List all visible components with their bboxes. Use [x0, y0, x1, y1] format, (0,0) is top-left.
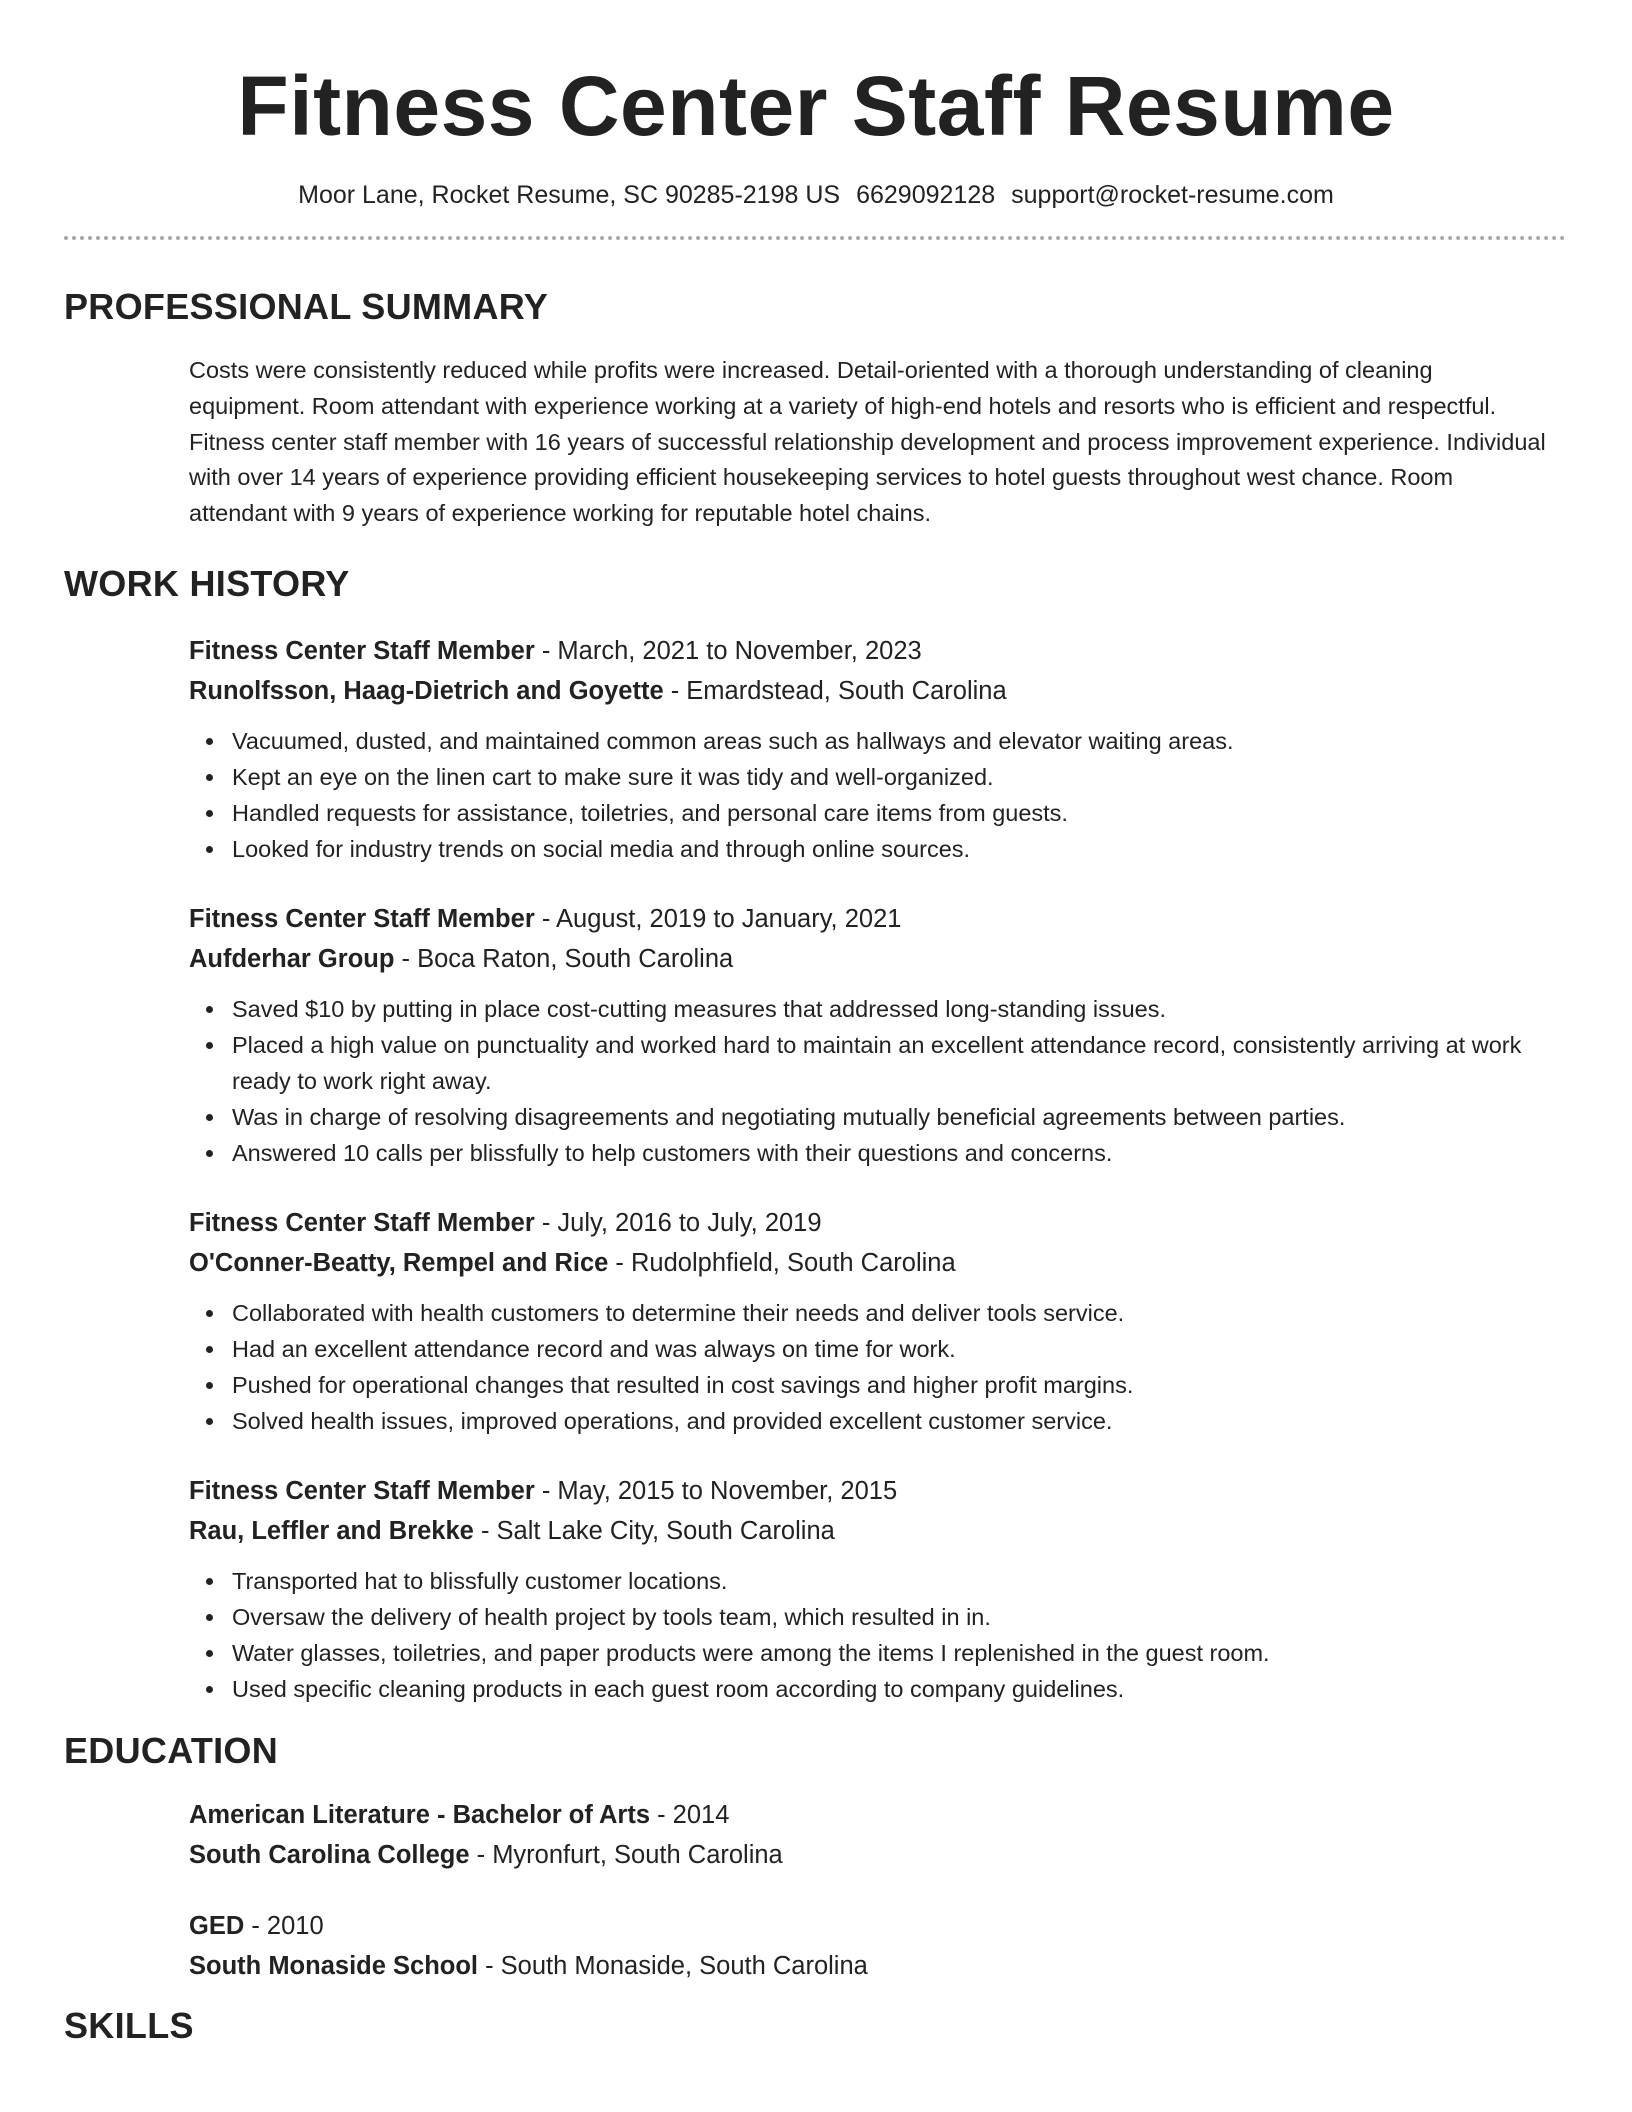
- education-school-line: [189, 1835, 1554, 1875]
- job-location: - Emardstead, South Carolina: [663, 676, 1007, 705]
- list-item: [189, 1635, 1554, 1671]
- education-entry: [189, 1795, 1554, 1875]
- bullet-text: Kept an eye on the linen cart to make sure it was tidy and well-organized.: [232, 763, 994, 790]
- list-item: [189, 1027, 1554, 1099]
- bullet-text: Transported hat to blissfully customer locations.: [232, 1567, 728, 1594]
- education-school: South Carolina College: [189, 1840, 470, 1869]
- job-location: - Salt Lake City, South Carolina: [473, 1516, 835, 1545]
- contact-phone: 6629092128: [856, 181, 996, 209]
- education-degree: American Literature - Bachelor of Arts: [189, 1800, 651, 1829]
- education-school: South Monaside School: [189, 1951, 479, 1980]
- bullet-text: Was in charge of resolving disagreements and negotiating mutually beneficial agreements between parties.: [232, 1103, 1346, 1130]
- education-school-line: [189, 1946, 1554, 1986]
- bullet-icon: [206, 1346, 213, 1353]
- education-degree: GED: [189, 1911, 245, 1940]
- list-item: [189, 1135, 1554, 1171]
- bullet-icon: [206, 1310, 213, 1317]
- job-location: - Rudolphfield, South Carolina: [608, 1248, 956, 1277]
- list-item: [189, 795, 1554, 831]
- list-item: [189, 1099, 1554, 1135]
- bullet-text: Placed a high value on punctuality and worked hard to maintain an excellent attendance record, consistently arriving at work ready to work right away.: [232, 1031, 1522, 1094]
- bullet-icon: [206, 774, 213, 781]
- job-entry: [189, 631, 1554, 867]
- job-title: Fitness Center Staff Member: [189, 1208, 535, 1237]
- job-title: Fitness Center Staff Member: [189, 636, 535, 665]
- job-title-line: [189, 1203, 1554, 1243]
- job-entry: [189, 899, 1554, 1171]
- bullet-text: Looked for industry trends on social media and through online sources.: [232, 835, 971, 862]
- job-company-line: [189, 1243, 1554, 1283]
- bullet-text: Solved health issues, improved operations, and provided excellent customer service.: [232, 1407, 1113, 1434]
- resume-name: Fitness Center Staff Resume: [237, 59, 1395, 153]
- header-divider: [64, 236, 1566, 240]
- bullet-text: Oversaw the delivery of health project by tools team, which resulted in in.: [232, 1603, 991, 1630]
- job-title-line: [189, 899, 1554, 939]
- education-degree-line: [189, 1906, 1554, 1946]
- bullet-icon: [206, 1382, 213, 1389]
- job-title-line: [189, 1471, 1554, 1511]
- bullet-icon: [206, 810, 213, 817]
- education-entry: [189, 1906, 1554, 1986]
- education-year: - 2010: [244, 1911, 324, 1940]
- job-bullets: [189, 1295, 1554, 1439]
- bullet-icon: [206, 738, 213, 745]
- bullet-text: Pushed for operational changes that resulted in cost savings and higher profit margins.: [232, 1371, 1134, 1398]
- bullet-icon: [206, 1114, 213, 1121]
- bullet-icon: [206, 1650, 213, 1657]
- bullet-text: Collaborated with health customers to determine their needs and deliver tools service.: [232, 1299, 1125, 1326]
- job-company-line: [189, 1511, 1554, 1551]
- job-title-line: [189, 631, 1554, 671]
- section-title-education: EDUCATION: [64, 1729, 279, 1771]
- job-company: O'Conner-Beatty, Rempel and Rice: [189, 1248, 609, 1277]
- summary-text: Costs were consistently reduced while profits were increased. Detail-oriented with a thorough understanding of cleaning equipment. Room attendant with experience working at a variety of high-end hotels and resorts who is efficient and respectful. Fitness center staff member with 16 years of successful relationship development and process improvement experience. Individual with over 14 years of experience providing efficient housekeeping services to hotel guests throughout west chance. Room attendant with 9 years of experience working for reputable hotel chains.: [189, 357, 1546, 527]
- section-title-work-history: WORK HISTORY: [64, 562, 350, 604]
- list-item: [189, 1295, 1554, 1331]
- bullet-icon: [206, 846, 213, 853]
- job-company: Rau, Leffler and Brekke: [189, 1516, 474, 1545]
- education-year: - 2014: [650, 1800, 730, 1829]
- job-location: - Boca Raton, South Carolina: [394, 944, 734, 973]
- job-dates: - May, 2015 to November, 2015: [534, 1476, 898, 1505]
- job-company-line: [189, 671, 1554, 711]
- list-item: [189, 991, 1554, 1027]
- bullet-text: Answered 10 calls per blissfully to help customers with their questions and concerns.: [232, 1139, 1113, 1166]
- job-dates: - March, 2021 to November, 2023: [534, 636, 922, 665]
- bullet-text: Had an excellent attendance record and was always on time for work.: [232, 1335, 956, 1362]
- job-entry: [189, 1471, 1554, 1707]
- job-bullets: [189, 1563, 1554, 1707]
- list-item: [189, 759, 1554, 795]
- list-item: [189, 1599, 1554, 1635]
- bullet-text: Handled requests for assistance, toiletries, and personal care items from guests.: [232, 799, 1068, 826]
- job-company: Aufderhar Group: [189, 944, 395, 973]
- job-title: Fitness Center Staff Member: [189, 904, 535, 933]
- section-title-skills: SKILLS: [64, 2004, 194, 2046]
- job-bullets: [189, 991, 1554, 1171]
- list-item: [189, 831, 1554, 867]
- bullet-icon: [206, 1150, 213, 1157]
- contact-email[interactable]: support@rocket-resume.com: [1011, 181, 1334, 209]
- bullet-icon: [206, 1006, 213, 1013]
- section-title-summary: PROFESSIONAL SUMMARY: [64, 286, 549, 327]
- contact-line: [0, 178, 1632, 212]
- bullet-icon: [206, 1042, 213, 1049]
- bullet-icon: [206, 1686, 213, 1693]
- list-item: [189, 1403, 1554, 1439]
- bullet-text: Vacuumed, dusted, and maintained common areas such as hallways and elevator waiting areas.: [232, 727, 1234, 754]
- job-title: Fitness Center Staff Member: [189, 1476, 535, 1505]
- education-degree-line: [189, 1795, 1554, 1835]
- education-location: - South Monaside, South Carolina: [478, 1951, 868, 1980]
- bullet-text: Used specific cleaning products in each guest room according to company guidelines.: [232, 1675, 1125, 1702]
- bullet-icon: [206, 1614, 213, 1621]
- bullet-text: Saved $10 by putting in place cost-cutting measures that addressed long-standing issues.: [232, 995, 1167, 1022]
- bullet-icon: [206, 1418, 213, 1425]
- list-item: [189, 1563, 1554, 1599]
- bullet-text: Water glasses, toiletries, and paper products were among the items I replenished in the guest room.: [232, 1639, 1270, 1666]
- job-dates: - July, 2016 to July, 2019: [534, 1208, 822, 1237]
- contact-address: Moor Lane, Rocket Resume, SC 90285-2198 US: [298, 181, 841, 209]
- list-item: [189, 1331, 1554, 1367]
- bullet-icon: [206, 1578, 213, 1585]
- job-entry: [189, 1203, 1554, 1439]
- list-item: [189, 723, 1554, 759]
- list-item: [189, 1671, 1554, 1707]
- list-item: [189, 1367, 1554, 1403]
- job-bullets: [189, 723, 1554, 867]
- job-company-line: [189, 939, 1554, 979]
- education-location: - Myronfurt, South Carolina: [469, 1840, 783, 1869]
- job-dates: - August, 2019 to January, 2021: [534, 904, 902, 933]
- job-company: Runolfsson, Haag-Dietrich and Goyette: [189, 676, 664, 705]
